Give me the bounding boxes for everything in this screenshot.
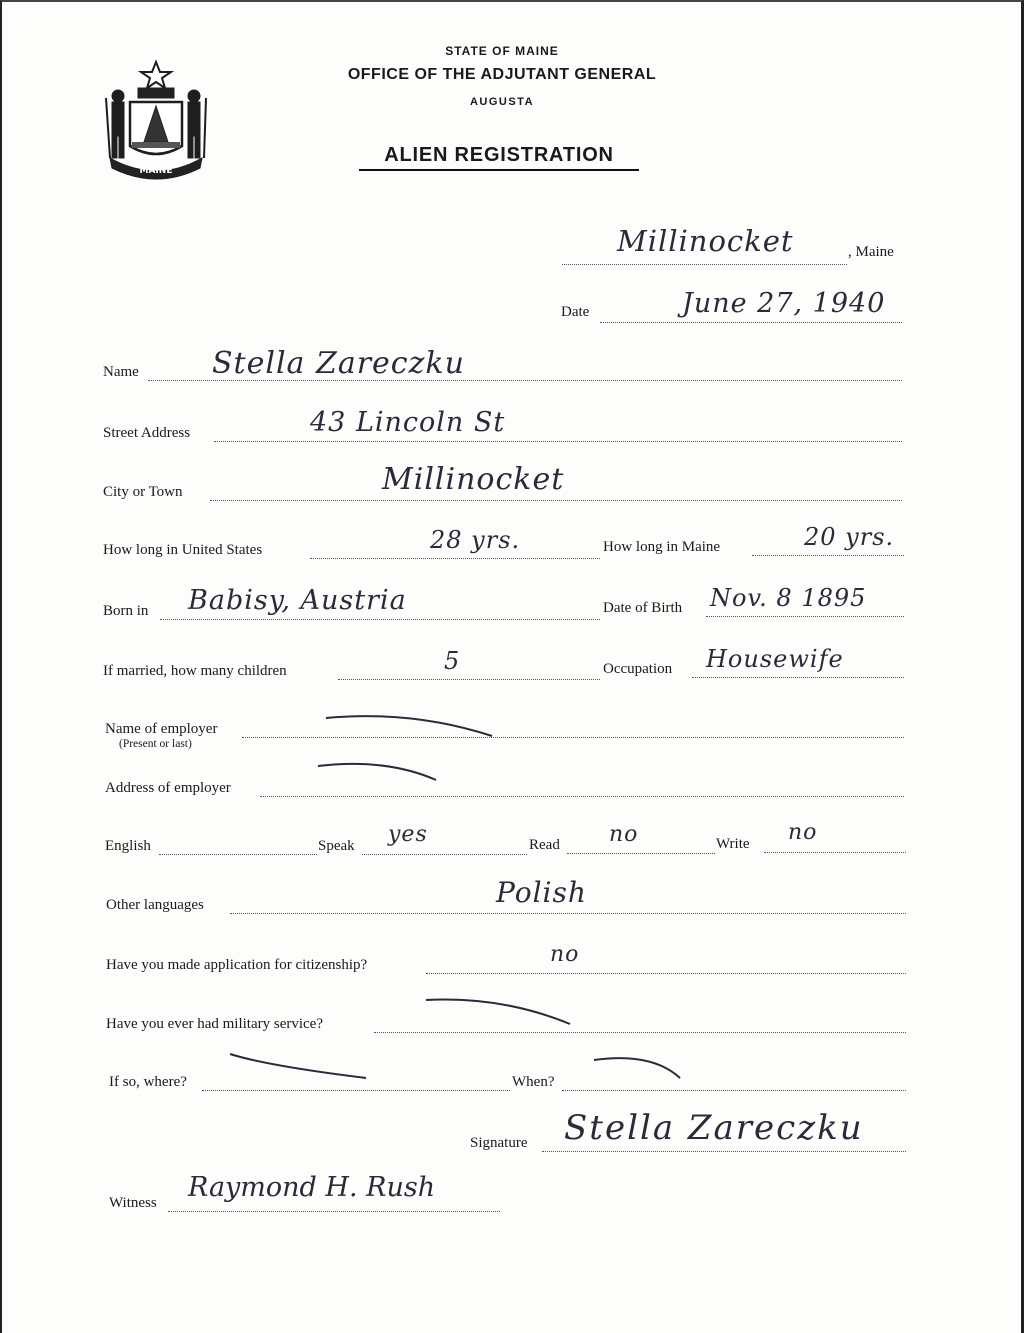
write-label: Write <box>716 836 750 852</box>
how-long-us-label: How long in United States <box>103 542 263 558</box>
form-title: ALIEN REGISTRATION <box>359 144 639 171</box>
seal-banner-text: MAINE <box>139 166 173 176</box>
citizenship-value: no <box>550 942 580 967</box>
street-line <box>214 441 902 442</box>
city-line <box>210 500 902 501</box>
employer-address-line <box>260 796 904 797</box>
military-label: Have you ever had military service? <box>106 1016 323 1032</box>
born-in-label: Born in <box>103 603 149 619</box>
employer-address-label: Address of employer <box>105 780 231 796</box>
maine-label: , Maine <box>848 244 894 260</box>
street-label: Street Address <box>103 425 191 441</box>
date-label: Date <box>561 304 590 320</box>
other-languages-value: Polish <box>496 876 587 909</box>
other-languages-label: Other languages <box>106 897 204 913</box>
how-long-us-value: 28 yrs. <box>430 526 521 554</box>
employer-note: (Present or last) <box>119 738 192 750</box>
write-value: no <box>788 820 818 845</box>
date-value: June 27, 1940 <box>682 288 886 319</box>
children-line <box>338 679 600 680</box>
military-line <box>374 1032 906 1033</box>
english-line <box>159 854 317 855</box>
employer-name-label: Name of employer <box>105 721 218 737</box>
city-label: City or Town <box>103 484 183 500</box>
born-in-value: Babisy, Austria <box>188 585 407 616</box>
read-line <box>567 853 715 854</box>
witness-label: Witness <box>109 1195 157 1211</box>
children-value: 5 <box>444 647 461 675</box>
how-long-maine-label: How long in Maine <box>603 539 721 555</box>
where-dash <box>228 1048 378 1088</box>
where-line <box>202 1090 510 1091</box>
read-label: Read <box>529 837 560 853</box>
town-value: Millinocket <box>617 224 794 258</box>
header-state: STATE OF MAINE <box>445 44 559 58</box>
children-label: If married, how many children <box>103 663 287 679</box>
citizenship-label: Have you made application for citizenship? <box>106 957 368 973</box>
speak-line <box>362 854 527 855</box>
born-in-line <box>160 619 600 620</box>
when-dash <box>592 1052 692 1088</box>
header-city: AUGUSTA <box>469 96 535 108</box>
city-value: Millinocket <box>382 462 565 497</box>
citizenship-line <box>426 973 906 974</box>
date-of-birth-label: Date of Birth <box>603 600 683 616</box>
date-line <box>600 322 902 323</box>
witness-line <box>168 1211 500 1212</box>
signature-label: Signature <box>470 1135 528 1151</box>
how-long-maine-line <box>752 555 904 556</box>
when-label: When? <box>512 1074 555 1090</box>
military-dash <box>422 992 582 1032</box>
date-of-birth-value: Nov. 8 1895 <box>710 584 867 612</box>
speak-label: Speak <box>318 838 355 854</box>
english-label: English <box>105 838 151 854</box>
how-long-maine-value: 20 yrs. <box>804 523 895 551</box>
occupation-label: Occupation <box>603 661 673 677</box>
speak-value: yes <box>388 822 428 847</box>
name-value: Stella Zareczku <box>212 346 465 381</box>
where-label: If so, where? <box>109 1074 187 1090</box>
header-office: OFFICE OF THE ADJUTANT GENERAL <box>347 66 657 83</box>
town-line <box>562 264 847 265</box>
signature-value: Stella Zareczku <box>564 1108 864 1148</box>
signature-line <box>542 1151 906 1152</box>
write-line <box>764 852 906 853</box>
witness-value: Raymond H. Rush <box>188 1172 436 1203</box>
state-seal-icon <box>100 58 212 186</box>
when-line <box>562 1090 906 1091</box>
employer-name-dash <box>322 710 502 746</box>
date-of-birth-line <box>706 616 904 617</box>
other-languages-line <box>230 913 906 914</box>
employer-address-dash <box>316 758 446 788</box>
how-long-us-line <box>310 558 600 559</box>
read-value: no <box>609 822 639 847</box>
occupation-value: Housewife <box>706 645 844 673</box>
name-label: Name <box>103 364 139 380</box>
occupation-line <box>692 677 904 678</box>
street-value: 43 Lincoln St <box>310 407 506 438</box>
